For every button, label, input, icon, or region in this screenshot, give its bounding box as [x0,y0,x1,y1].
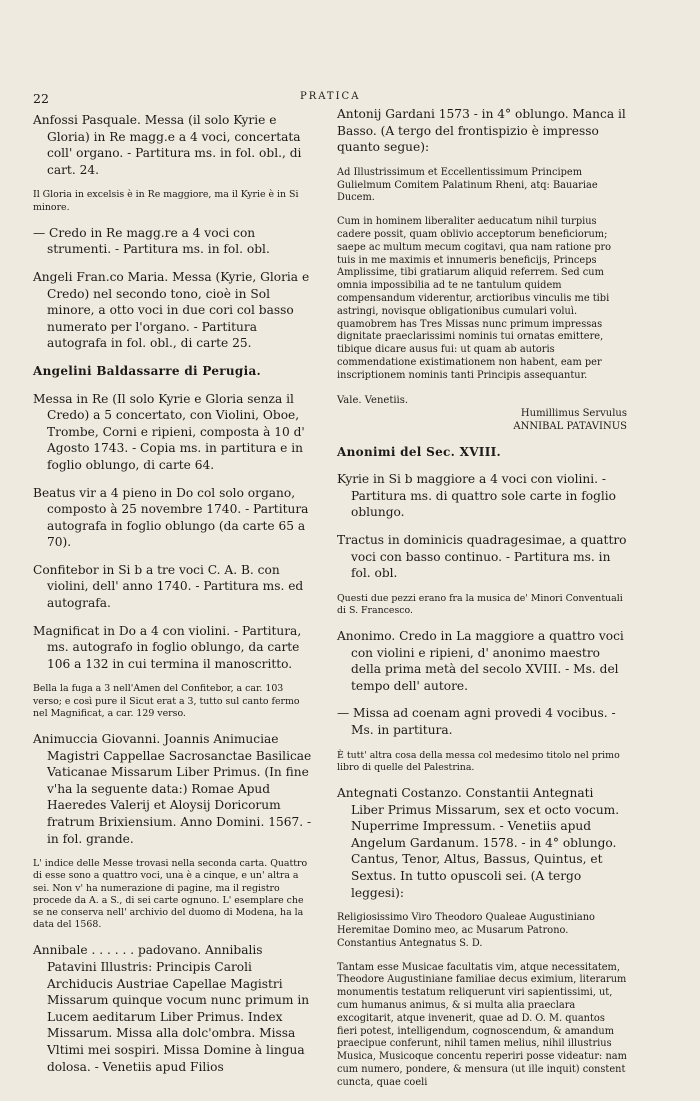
entry-angeli: Angeli Fran.co Maria. Messa (Kyrie, Gloria e Credo) nel secondo tono, cioè in Sol minore, a otto voci in due cori col basso numerato per l'organo. - Partitura autografa in fol. obl., di carte 25. [33,269,310,351]
note-anonimo: È tutt' altra cosa della messa col medesimo titolo nel primo libro di quelle del Palestrina. [337,749,620,773]
dedication-heading-annibale: Ad Illustrissimum et Eccellentissimum Principem Gulielmum Comitem Palatinum Rheni, atq: Bauariae Ducem. [337,166,598,204]
entry-annibale-continued: Antonij Gardani 1573 - in 4° oblungo. Manca il Basso. (A tergo del frontispizio è impresso quanto segue): [337,107,626,155]
entry-angelini-magnificat: Magnificat in Do a 4 con violini. - Partitura, ms. autografo in foglio oblungo, da carte 106 a 132 in cui termina il manoscritto. [33,623,302,671]
entry-annibale: Annibale . . . . . . padovano. Annibalis Patavini Illustris: Principis Caroli Archiducis Austriae Capellae Magistri Missarum quinque vocum nunc primum in Lucem aeditarum Liber Primus. Index Missarum. Missa alla dolc'ombra. Missa Vltimi mei sospiri. Missa Domine à lingua dolosa. - Venetiis apud Filios [33,943,310,1074]
note-angelini: Bella la fuga a 3 nell'Amen del Confitebor, a car. 103 verso; e così pure il Sicut erat a 3, tutto sul canto fermo nel Magnificat, a car. 129 verso. [33,683,300,719]
entry-anonimi-kyrie: Kyrie in Si b maggiore a 4 voci con violini. - Partitura ms. di quattro sole carte in foglio oblungo. [337,472,617,520]
section-title: PRATICA [300,91,361,102]
note-anfossi: Il Gloria in excelsis è in Re maggiore, ma il Kyrie è in Si minore. [33,189,299,213]
entry-angelini-messa: Messa in Re (Il solo Kyrie e Gloria senza il Credo) a 5 concertato, con Violini, Oboe, Trombe, Corni e ripieni, composta à 10 d' Agosto 1743. - Copia ms. in partitura e in foglio oblungo, di carte 64. [33,391,305,472]
note-animuccia: L' indice delle Messe trovasi nella seconda carta. Quattro di esse sono a quattro voci, una è a cinque, e un' altra a sei. Non v' ha numerazione di pagine, ma il registro procede da A. a S., di sei carte ognuno. L' esemplare che se ne conserva nell' archivio del duomo di Modena, ha la data del 1568. [33,858,308,931]
entry-anfossi-messa: Anfossi Pasquale. Messa (il solo Kyrie e Gloria) in Re magg.e a 4 voci, concertata coll' organo. - Partitura ms. in fol. obl., di cart. 24. [33,113,302,177]
entry-animuccia: Animuccia Giovanni. Joannis Animuciae Magistri Cappellae Sacrosanctae Basilicae Vaticanae Missarum Liber Primus. (In fine v'ha la seguente data:) Romae Apud Haeredes Valerij et Aloysij Doricorum fratrum Brixiensium. Anno Domini. 1567. - in fol. grande. [33,732,312,846]
dedication-signature: ANNIBAL PATAVINUS [513,420,627,432]
entry-antegnati: Antegnati Costanzo. Constantii Antegnati Liber Primus Missarum, sex et octo vocum. Nuperrime Impressum. - Venetiis apud Angelum Gardanum. 1578. - in 4° oblungo. Cantus, Tenor, Altus, Bassus, Quintus, et Sextus. In tutto opuscoli sei. (A tergo leggesi): [337,786,620,900]
dedication-text-antegnati: Tantam esse Musicae facultatis vim, atque necessitatem, Theodore Augustiniane familiae decus eximium, literarum monumentis testatum reliquerunt viri sapientissimi, ut, cum humanus animus, & si multa alia praeclara excogitarit, atque invenerit, quae ad D. O. M. quantos fieri potest, intelligendum, cognoscendum, & amandum praecipue conferunt, nihil tamen melius, nihil illustrius Musica, Musicoque concentu reperiri posse videatur: nam cum numero, pondere, & mensura (ut ille inquit) constent cuncta, quae coeli [337,961,627,1088]
note-anonimi: Questi due pezzi erano fra la musica de' Minori Conventuali di S. Francesco. [337,592,623,616]
dedication-text-annibale: Cum in hominem liberaliter aeducatum nihil turpius cadere possit, quam oblivio acceptorum beneficiorum; saepe ac multum mecum cogitavi, qua nam ratione pro tuis in me maximis et innumeris beneficijs, Princeps Amplissime, tibi gratiarum aliquid referrem. Sed cum omnia impossibilia ad te ne tantulum quidem compensandum viderentur, arctioribus vinculis me tibi astringi, novisque obligationibus cumulari voluì. quamobrem has Tres Missas nunc primum impressas dignitate praeclarissimi nominis tui ornatas emittere, tibique dicare ausus fui: ut quam ab autoris commendatione existimationem non habent, eam per inscriptionem nominis tanti Principis assequantur. [337,216,612,381]
right-column [337,106,627,1101]
entry-angelini-confitebor: Confitebor in Si b a tre voci C. A. B. con violini, dell' anno 1740. - Partitura ms. ed autografa. [33,562,304,611]
entry-anonimi-tractus: Tractus in dominicis quadragesimae, a quattro voci con basso continuo. - Partitura ms. in fol. obl. [337,532,627,581]
dedication-heading-antegnati: Religiosissimo Viro Theodoro Qualeae Augustiniano Heremitae Domino meo, ac Musarum Patrono. Constantius Antegnatus S. D. [337,912,595,949]
heading-angelini: Angelini Baldassarre di Perugia. [33,363,262,378]
entry-angelini-beatus: Beatus vir a 4 pieno in Do col solo organo, composto à 25 novembre 1740. - Partitura autografa in foglio oblungo (da carte 65 a 70). [33,485,309,550]
heading-anonimi: Anonimi del Sec. XVIII. [337,444,502,459]
entry-anfossi-credo: — Credo in Re magg.re a 4 voci con strumenti. - Partitura ms. in fol. obl. [33,225,270,257]
page-number: 22 [33,91,49,106]
entry-anonimo-missa: — Missa ad coenam agni provedi 4 vocibus. - Ms. in partitura. [337,706,616,738]
left-column [33,112,315,1086]
dedication-vale: Vale. Venetiis. [337,394,409,406]
running-head [0,91,700,105]
entry-anonimo-credo: Anonimo. Credo in La maggiore a quattro voci con violini e ripieni, d' anonimo maestro della prima metà del secolo XVIII. - Ms. del tempo dell' autore. [337,629,624,693]
dedication-closing: Humillimus Servulus [520,407,627,419]
